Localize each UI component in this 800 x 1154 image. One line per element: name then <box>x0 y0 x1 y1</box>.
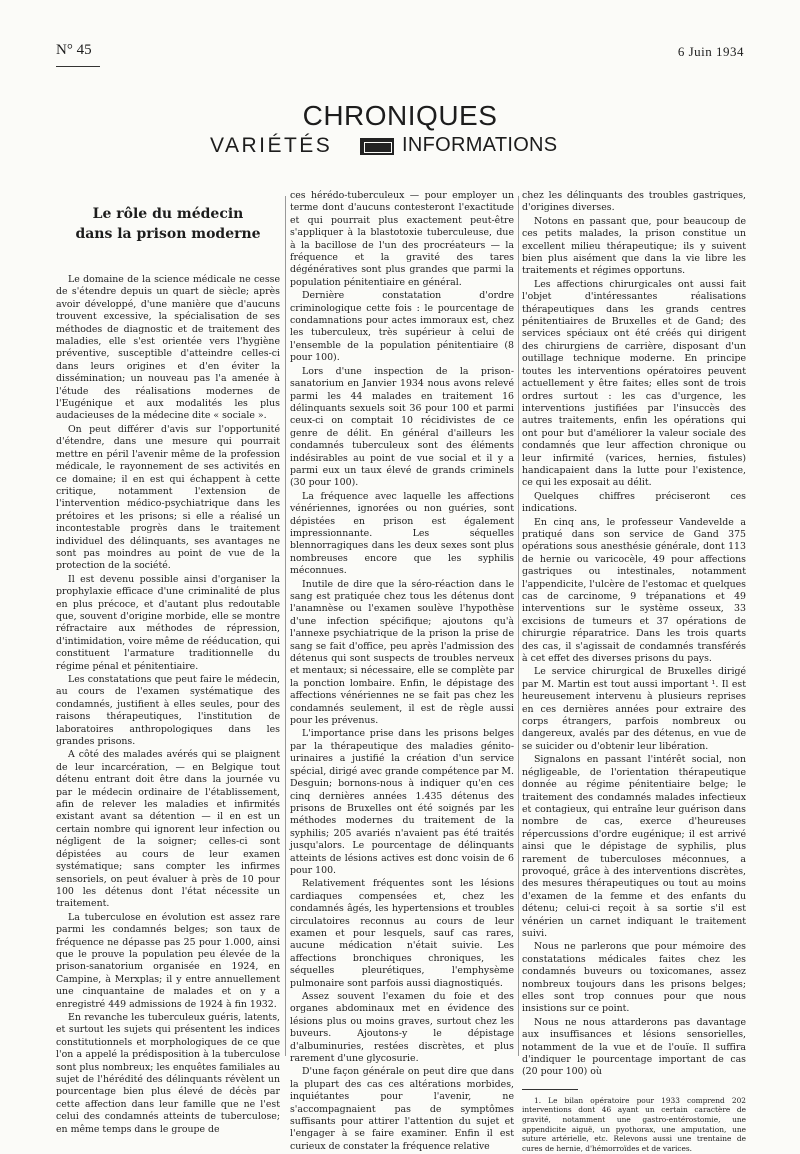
paragraph: Signalons en passant l'intérêt social, non négligeable, de l'orientation thérapeutique donnée au régime pénitentiaire belge; le traitement des condamnés malades infectieux et contagieux, qui entraîne leur guérison dans nombre de cas, exerce d'heureuses répercussions d'ordre eugénique; il est arrivé ainsi que le dépistage de syphilis, plus rarement de tuberculoses méconnues, a provoqué, grâce à des interventions discrètes, des mesures thérapeutiques ou tout au moins d'examen de la femme et des enfants du détenu; celui-ci reçoit à sa sortie s'il est vénérien un carnet indiquant le traitement suivi. <box>522 754 746 939</box>
section-masthead <box>0 100 800 157</box>
subtitle-left: VARIÉTÉS <box>210 134 333 157</box>
paragraph: La fréquence avec laquelle les affections vénériennes, ignorées ou non guéries, sont dépistées en prison est également impressionnante. Les séquelles blennorragiques dans les deux sexes sont plus nombreuses encore que les syphilis méconnues. <box>290 490 514 577</box>
paragraph: Les affections chirurgicales ont aussi fait l'objet d'intéressantes réalisations thérapeutiques dans les grands centres pénitentiaires de Bruxelles et de Gand; des services spéciaux ont été créés qui dirigent des chirurgiens de carrière, disposant d'un outillage technique moderne. En principe toutes les interventions opératoires peuvent actuellement y être faites; elles sont de trois ordres surtout : les cas d'urgence, les interventions justifiées par l'insuccès des autres traitements, enfin les opérations qui ont pour but d'améliorer la valeur sociale des condamnés que leur affection chronique ou leur infirmité (varices, hernies, fistules) handicapaient dans la lutte pour l'existence, ce qui les exposait au délit. <box>522 278 746 489</box>
paragraph: chez les délinquants des troubles gastriques, d'origines diverses. <box>522 190 746 214</box>
article-column-2 <box>290 190 514 1154</box>
paragraph: L'importance prise dans les prisons belges par la thérapeutique des maladies génito-urinaires a justifié la création d'un service spécial, dirigé avec grande compétence par M. Desguin; bornons-nous à indiquer qu'en ces cinq dernières années 1.435 détenus des prisons de Bruxelles ont été soignés par les méthodes modernes du traitement de la syphilis; 205 avariés n'avaient pas été traités jusqu'alors. Le pourcentage de délinquants atteints de lésions actives est donc voisin de 6 pour 100. <box>290 728 514 876</box>
article-title <box>56 204 280 244</box>
issue-number: N° 45 <box>56 42 92 58</box>
section-title: CHRONIQUES <box>302 100 498 131</box>
paragraph: Lors d'une inspection de la prison-sanatorium en Janvier 1934 nous avons relevé parmi les 44 malades en traitement 16 délinquants sexuels soit 36 pour 100 et parmi ceux-ci on comptait 10 récidivistes de ce genre de délit. En général d'ailleurs les condamnés tuberculeux sont des éléments indésirables au point de vue social et il y a parmi eux un taux élevé de grands criminels (30 pour 100). <box>290 365 514 489</box>
paragraph: On peut différer d'avis sur l'opportunité d'étendre, dans une mesure qui pourrait mettre en péril l'avenir même de la profession médicale, le rayonnement de ses activités en ce domaine; il en est qui échappent à cette critique, notamment l'extension de l'intervention médico-psychiatrique dans les prétoires et les prisons; si elle a réalisé un incontestable progrès dans le traitement individuel des délinquants, ses avantages ne sont pas moindres au point de vue de la protection de la société. <box>56 423 280 572</box>
column-divider <box>285 196 286 1056</box>
article-column-3 <box>522 190 746 1154</box>
paragraph: Nous ne nous attarderons pas davantage aux insuffisances et lésions sensorielles, notamment de la vue et de l'ouïe. Il suffira d'indiquer le pourcentage important de cas (20 pour 100) où <box>522 1016 746 1078</box>
paragraph: Relativement fréquentes sont les lésions cardiaques compensées et, chez les condamnés âgés, les hypertensions et troubles circulatoires reconnus au cours de leur examen et pour lesquels, sauf cas rares, aucune médication n'était suivie. Les affections bronchiques chroniques, les séquelles pleurétiques, l'emphysème pulmonaire sont parfois aussi diagnostiqués. <box>290 878 514 989</box>
paragraph: En revanche les tuberculeux guéris, latents, et surtout les sujets qui présentent les indices constitutionnels et morphologiques de ce que l'on a appelé la prédisposition à la tuberculose sont plus nombreux; les enquêtes familiales au sujet de l'hérédité des délinquants révèlent un pourcentage bien plus élevé de décès par cette affection dans leur famille que ne l'est celui des condamnés atteints de tuberculose; en même temps dans le groupe de <box>56 1011 280 1135</box>
paragraph: Il est devenu possible ainsi d'organiser la prophylaxie efficace d'une criminalité de plus en plus précoce, et d'autant plus redoutable que, souvent d'origine morbide, elle se montre réfractaire aux méthodes de répression, d'intimidation, voire même de rééducation, qui constituent l'armature traditionnelle du régime pénal et pénitentiaire. <box>56 573 280 672</box>
issue-date: 6 Juin 1934 <box>677 44 744 59</box>
footnote: 1. Le bilan opératoire pour 1933 comprend 202 interventions dont 46 ayant un certain caractère de gravité, notamment une gastro-entérostomie, une appendicite aiguë, un pyothorax, une amputation, une suture artérielle, etc. Relevons aussi une trentaine de cures de hernie, d'hémorroïdes et de varices. <box>522 1095 746 1153</box>
paragraph: En cinq ans, le professeur Vandevelde a pratiqué dans son service de Gand 375 opérations sous anesthésie générale, dont 113 de hernie ou varicocèle, 49 pour affections gastriques ou intestinales, notamment l'appendicite, l'ulcère de l'estomac et quelques cas de carcinome, 9 trépanations et 49 interventions sur le système osseux, 33 excisions de tumeurs et 37 opérations de chirurgie réparatrice. Dans les trois quarts des cas, il s'agissait de condamnés transférés à cet effet des diverses prisons du pays. <box>522 516 746 665</box>
article-column-1 <box>56 204 280 1137</box>
paragraph: D'une façon générale on peut dire que dans la plupart des cas ces altérations morbides, inquiétantes pour l'avenir, ne s'accompagnaient pas de symptômes suffisants pour attirer l'attention du sujet et l'engager à se faire examiner. Enfin il est curieux de constater la fréquence relative <box>290 1066 514 1152</box>
subtitle-right: INFORMATIONS <box>402 134 558 156</box>
footnote-rule <box>522 1089 578 1090</box>
paragraph: Les constatations que peut faire le médecin, au cours de l'examen systématique des condamnés, justifient à elles seules, pour des raisons thérapeutiques, l'institution de laboratoires anthropologiques dans les grandes prisons. <box>56 674 280 748</box>
header-rule <box>56 66 100 67</box>
paragraph: Quelques chiffres préciseront ces indications. <box>522 490 746 515</box>
paragraph: A côté des malades avérés qui se plaignent de leur incarcération, — en Belgique tout détenu entrant doit être dans la journée vu par le médecin ordinaire de l'établissement, afin de relever les maladies et infirmités existant avant sa détention — il en est un certain nombre qui ignorent leur infection ou négligent de la soigner; celles-ci sont dépistées au cours de leur examen systématique; sans compter les infirmes sensoriels, on peut évaluer à près de 10 pour 100 les détenus dont l'état nécessite un traitement. <box>56 749 280 910</box>
paragraph: Inutile de dire que la séro-réaction dans le sang est pratiquée chez tous les détenus dont l'anamnèse ou l'examen soulève l'hypothèse d'une infection spécifique; ajoutons qu'à l'annexe psychiatrique de la prison la prise de sang se fait d'office, peu après l'admission des détenus qui sont suspects de troubles nerveux et mentaux; si nécessaire, elle se complète par la ponction lombaire. Enfin, le dépistage des affections vénériennes ne se fait pas chez les condamnés seulement, il est de règle aussi pour les prévenus. <box>290 578 514 727</box>
paragraph: Nous ne parlerons que pour mémoire des constatations médicales faites chez les condamnés buveurs ou toxicomanes, assez nombreux toujours dans les prisons belges; elles sont trop connues pour que nous insistions sur ce point. <box>522 941 746 1015</box>
ornament-icon <box>360 138 394 155</box>
paragraph: La tuberculose en évolution est assez rare parmi les condamnés belges; son taux de fréquence ne dépasse pas 25 pour 1.000, ainsi que le prouve la population peu élevée de la prison-sanatorium organisée en 1924, en Campine, à Merxplas; il y entre annuellement une cinquantaine de malades et on y a enregistré 449 admissions de 1924 à fin 1932. <box>56 911 280 1010</box>
paragraph: Assez souvent l'examen du foie et des organes abdominaux met en évidence des lésions plus ou moins graves, surtout chez les buveurs. Ajoutons-y le dépistage d'albuminuries, restées discrètes, et plus rarement d'une glycosurie. <box>290 991 514 1065</box>
paragraph: Le service chirurgical de Bruxelles dirigé par M. Martin est tout aussi important ¹. Il est heureusement intervenu à plusieurs reprises en ces dernières années pour extraire des corps étrangers, parfois nombreux ou dangereux, avalés par des détenus, en vue de se suicider ou d'obtenir leur libération. <box>522 666 746 752</box>
paragraph: Le domaine de la science médicale ne cesse de s'étendre depuis un quart de siècle; après avoir développé, d'une manière que d'aucuns trouvent excessive, la spécialisation de ses méthodes de diagnostic et de traitement des maladies, elle s'est orientée vers l'hygiène préventive, susceptible d'atteindre celles-ci dans leurs origines et d'en éviter la dissémination; un nouveau pas l'a amenée à l'étude des réalisations modernes de l'Eugénique et aux modalités les plus audacieuses de la médecine dite « sociale ». <box>56 274 280 422</box>
article-title-line: dans la prison moderne <box>75 226 261 242</box>
paragraph: ces hérédo-tuberculeux — pour employer un terme dont d'aucuns contesteront l'exactitude et qui pourrait plus exactement peut-être s'appliquer à la blastotoxie tuberculeuse, due à la bacillose de l'un des procréateurs — la fréquence et la gravité des tares dégénératives sont plus grandes que parmi la population pénitentiaire en général. <box>290 190 514 288</box>
paragraph: Notons en passant que, pour beaucoup de ces petits malades, la prison constitue un excellent milieu thérapeutique; ils y suivent bien plus aisément que dans la vie libre les traitements et régimes opportuns. <box>522 215 746 277</box>
column-divider <box>518 196 519 1056</box>
section-subtitle <box>210 134 590 164</box>
article-title-line: Le rôle du médecin <box>92 206 244 222</box>
paragraph: Dernière constatation d'ordre criminologique cette fois : le pourcentage de condamnations pour actes immoraux est, chez les tuberculeux, très supérieur à celui de l'ensemble de la population pénitentiaire (8 pour 100). <box>290 290 514 364</box>
page-header <box>56 42 744 64</box>
